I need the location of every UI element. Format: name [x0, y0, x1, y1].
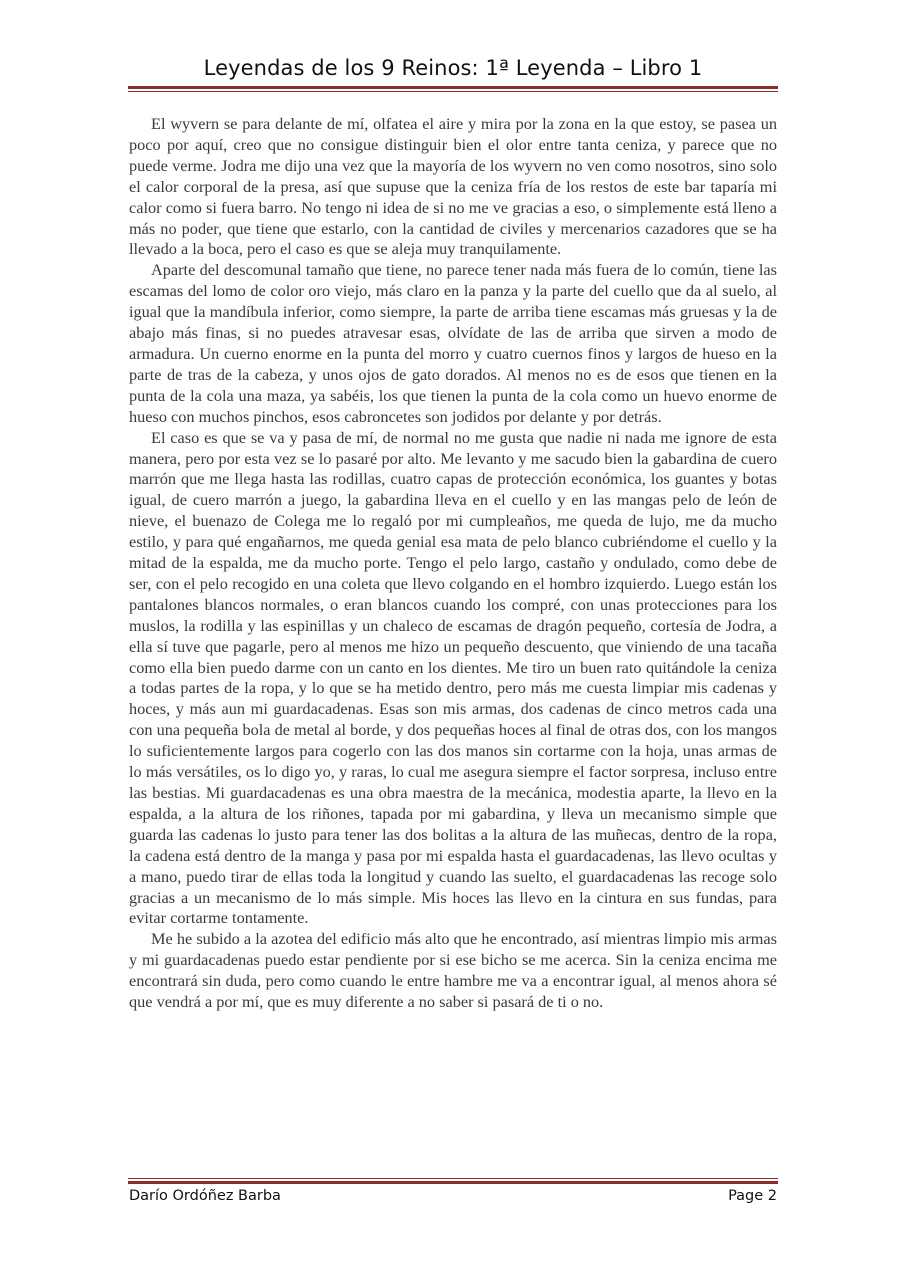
paragraph: El wyvern se para delante de mí, olfatea el aire y mira por la zona en la que estoy, se pasea un poco por aquí, creo que no consigue distinguir bien el olor entre tanta ceniza, y parece que no puede verme. Jodra me dijo una vez que la mayoría de los wyvern no ven como nosotros, sino solo el calor corporal de la presa, así que supuse que la ceniza fría de los restos de este bar taparía mi calor como si fuera barro. No tengo ni idea de si no me ve gracias a eso, o simplemente está lleno a más no poder, que tiene que estarlo, con la cantidad de civiles y mercenarios cazadores que se ha llevado a la boca, pero el caso es que se aleja muy tranquilamente. [129, 114, 777, 259]
footer-rule-thick [128, 1181, 778, 1184]
body-text [129, 114, 777, 1013]
header-title: Leyendas de los 9 Reinos: 1ª Leyenda – Libro 1 [203, 56, 703, 80]
paragraph: Me he subido a la azotea del edificio más alto que he encontrado, así mientras limpio mis armas y mi guardacadenas puedo estar pendiente por si ese bicho se me acerca. Sin la ceniza encima me encontrará sin duda, pero como cuando le entre hambre me va a encontrar igual, al menos ahora sé que vendrá a por mí, que es muy diferente a no saber si pasará de ti o no. [129, 929, 777, 1012]
paragraph: El caso es que se va y pasa de mí, de normal no me gusta que nadie ni nada me ignore de esta manera, pero por esta vez se lo pasaré por alto. Me levanto y me sacudo bien la gabardina de cuero marrón que me llega hasta las rodillas, cuatro capas de protección económica, los guantes y botas igual, de cuero marrón a juego, la gabardina lleva en el cuello y en las mangas pelo de león de nieve, el buenazo de Colega me lo regaló por mi cumpleaños, me queda de lujo, me da mucho estilo, y para qué engañarnos, me queda genial esa mata de pelo blanco cubriéndome el cuello y la mitad de la espalda, me da mucho porte. Tengo el pelo largo, castaño y ondulado, como debe de ser, con el pelo recogido en una coleta que llevo colgando en el hombro izquierdo. Luego están los pantalones blancos normales, o eran blancos cuando los compré, con unas protecciones para los muslos, la rodilla y las espinillas y un chaleco de escamas de dragón pequeño, cortesía de Jodra, a ella sí tuve que pagarle, pero al menos me hizo un pequeño descuento, que viniendo de una tacaña como ella bien puedo darme con un canto en los dientes. Me tiro un buen rato quitándole la ceniza a todas partes de la ropa, y lo que se ha metido dentro, pero más me cuesta limpiar mis cadenas y hoces, y más aun mi guardacadenas. Esas son mis armas, dos cadenas de cinco metros cada una con una pequeña bola de metal al borde, y dos pequeñas hoces al final de otras dos, con los mangos lo suficientemente largos para cogerlo con las dos manos sin cortarme con la hoja, unas armas de lo más versátiles, os lo digo yo, y raras, lo cual me asegura siempre el factor sorpresa, incluso entre las bestias. Mi guardacadenas es una obra maestra de la mecánica, modestia aparte, la llevo en la espalda, a la altura de los riñones, tapada por mi gabardina, y lleva un mecanismo simple que guarda las cadenas lo justo para tener las dos bolitas a la altura de las muñecas, dentro de la ropa, la cadena está dentro de la manga y pasa por mi espalda hasta el guardacadenas, las llevo ocultas y a mano, puedo tirar de ellas toda la longitud y cuando las suelto, el guardacadenas las recoge solo gracias a un mecanismo de lo más simple. Mis hoces las llevo en la cintura en sus fundas, para evitar cortarme tontamente. [129, 427, 777, 928]
header-rule-thin [128, 91, 778, 92]
footer-rule-thin [128, 1178, 778, 1179]
page-number: Page 2 [728, 1188, 777, 1204]
header-rule-thick [128, 86, 778, 89]
footer-author: Darío Ordóñez Barba [129, 1188, 281, 1204]
paragraph: Aparte del descomunal tamaño que tiene, no parece tener nada más fuera de lo común, tiene las escamas del lomo de color oro viejo, más claro en la panza y la parte del cuello que da al suelo, al igual que la mandíbula inferior, como siempre, la parte de arriba tiene escamas más gruesas y la de abajo más finas, si no puedes atravesar esas, olvídate de las de arriba que sirven a modo de armadura. Un cuerno enorme en la punta del morro y cuatro cuernos finos y largos de hueso en la parte de tras de la cabeza, y unos ojos de gato dorados. Al menos no es de esos que tienen en la punta de la cola una maza, ya sabéis, los que tienen la punta de la cola como un huevo enorme de hueso con muchos pinchos, esos cabroncetes son jodidos por delante y por detrás. [129, 260, 777, 426]
